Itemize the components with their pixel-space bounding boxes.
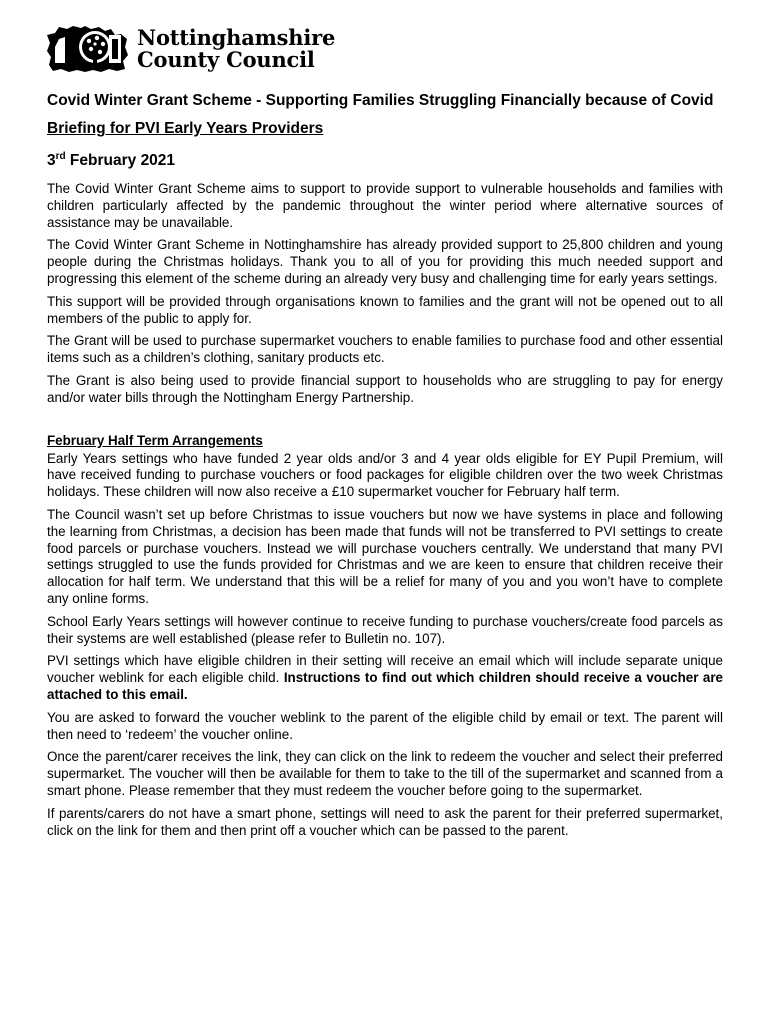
closing-paragraph: You are asked to forward the voucher weblink to the parent of the eligible child by email or text. The parent will then need to ‘redeem’ the voucher online. (47, 709, 723, 742)
intro-section (47, 181, 723, 407)
council-name (137, 27, 335, 71)
email-paragraph-text: PVI settings which have eligible children in their setting will receive an email which will include separate unique voucher weblink for each eligible child. (47, 653, 723, 686)
oak-tree-logo-icon (45, 25, 129, 73)
section-heading-half-term: February Half Term Arrangements (47, 432, 263, 448)
section-paragraph: The Council wasn’t set up before Christmas to issue vouchers but now we have systems in place and following the learning from Christmas, a decision has been made that funds will not be transferred to PVI settings to create food parcels or purchase vouchers. Instead we will purchase vouchers centrally. We understand that many PVI settings struggled to use the funds provided for Christmas and we are keen to ensure that children receive their allocation for half term. We understand that this will be a relief for many of you and you won’t have to complete any online forms. (47, 506, 723, 606)
email-paragraph (47, 653, 723, 703)
council-logo (45, 24, 335, 74)
date-day: 3 (47, 152, 56, 169)
section-paragraph: Early Years settings who have funded 2 year olds and/or 3 and 4 year olds eligible for EY Pupil Premium, will have received funding to purchase vouchers or food packages for eligible children over the two week Christmas holidays. These children will now also receive a £10 supermarket voucher for February half term. (47, 450, 723, 500)
email-paragraph-instructions: Instructions to find out which children should receive a voucher are attached to this email. (47, 670, 723, 702)
intro-paragraph: The Covid Winter Grant Scheme aims to support to provide support to vulnerable households and families with children particularly affected by the pandemic throughout the winter period where alternative sources of assistance may be unavailable. (47, 181, 723, 230)
council-name-line2: County Council (137, 47, 315, 72)
closing-paragraph: If parents/carers do not have a smart phone, settings will need to ask the parent for their preferred supermarket, click on the link for them and then print off a voucher which can be passed to the parent. (47, 805, 723, 838)
council-name-line1: Nottinghamshire (137, 25, 336, 50)
document-date (47, 151, 723, 171)
section-paragraph: School Early Years settings will however continue to receive funding to purchase vouchers/create food parcels as their systems are well established (please refer to Bulletin no. 107). (47, 613, 723, 646)
date-suffix: rd (55, 151, 66, 162)
document-subtitle: Briefing for PVI Early Years Providers (47, 120, 324, 137)
closing-paragraph: Once the parent/carer receives the link, they can click on the link to redeem the voucher and select their preferred supermarket. The voucher will then be available for them to take to the till of the supermarket and scanned from a smart phone. Please remember that they must redeem the voucher before going to the supermarket. (47, 749, 723, 798)
document-body (47, 91, 723, 845)
date-month-year: February 2021 (65, 152, 176, 169)
intro-paragraph: The Covid Winter Grant Scheme in Nottinghamshire has already provided support to 25,800 children and young people during the Christmas holidays. Thank you to all of you for providing this much needed support and progressing this element of the scheme during an already very busy and challenging time for early years settings. (47, 237, 723, 286)
intro-paragraph: This support will be provided through organisations known to families and the grant will not be opened out to all members of the public to apply for. (47, 293, 723, 326)
half-term-section (47, 451, 723, 840)
intro-paragraph: The Grant will be used to purchase supermarket vouchers to enable families to purchase food and other essential items such as a children’s clothing, sanitary products etc. (47, 333, 723, 366)
document-title: Covid Winter Grant Scheme - Supporting Families Struggling Financially because of Covid (47, 92, 714, 109)
intro-paragraph: The Grant is also being used to provide financial support to households who are struggling to pay for energy and/or water bills through the Nottingham Energy Partnership. (47, 372, 723, 405)
